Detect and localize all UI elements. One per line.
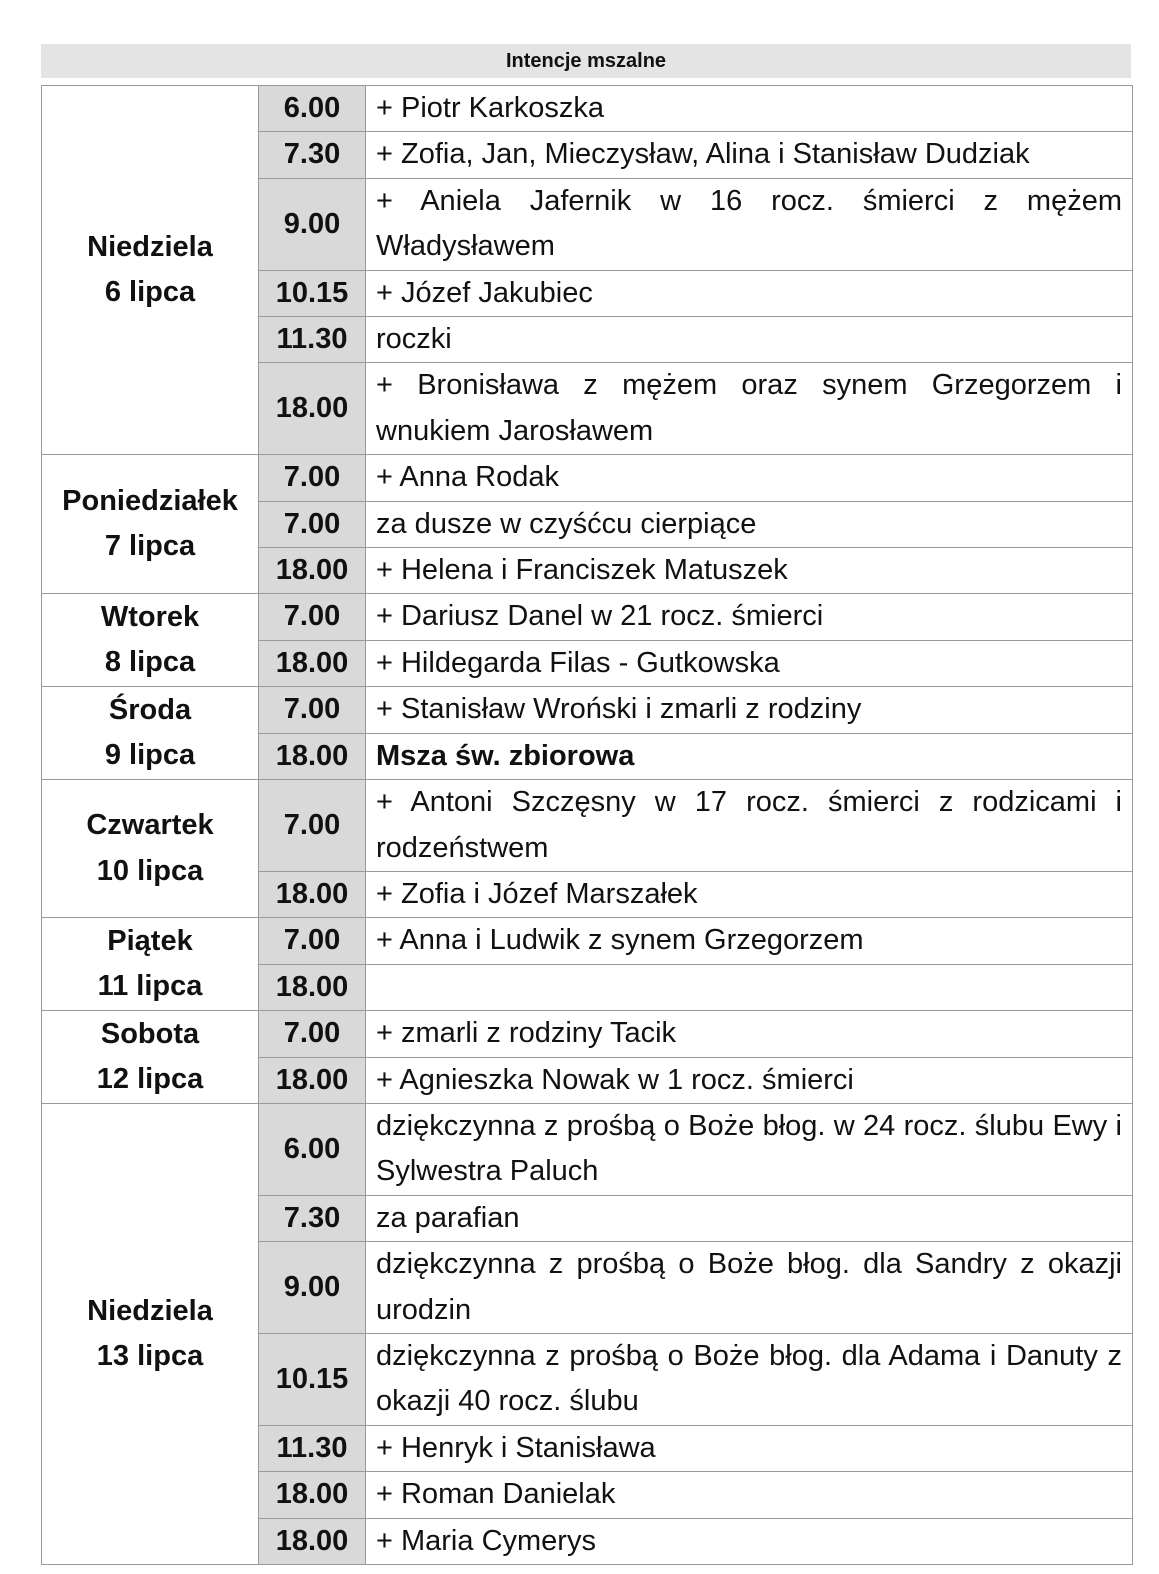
mass-time: 6.00 — [259, 1103, 366, 1195]
mass-intention: dziękczynna z prośbą o Boże błog. w 24 rocz. ślubu Ewy i Sylwestra Paluch — [366, 1103, 1133, 1195]
day-date: 12 lipca — [96, 1063, 204, 1096]
mass-intention: + Piotr Karkoszka — [366, 86, 1133, 132]
mass-intention: + Maria Cymerys — [366, 1518, 1133, 1564]
mass-time: 7.00 — [259, 918, 366, 964]
day-cell — [42, 1011, 259, 1104]
mass-row — [42, 455, 1133, 501]
schedule-body — [42, 86, 1133, 1565]
mass-time: 18.00 — [259, 363, 366, 455]
mass-intention: + Henryk i Stanisława — [366, 1425, 1133, 1471]
mass-intention: + Zofia, Jan, Mieczysław, Alina i Stanisław Dudziak — [366, 132, 1133, 178]
mass-intention: + Anna i Ludwik z synem Grzegorzem — [366, 918, 1133, 964]
day-name: Piątek — [107, 924, 193, 957]
day-cell — [42, 455, 259, 594]
day-cell — [42, 780, 259, 918]
mass-intention: + Józef Jakubiec — [366, 270, 1133, 316]
schedule-title: Intencje mszalne — [41, 44, 1131, 78]
mass-time: 18.00 — [259, 1472, 366, 1518]
mass-time: 11.30 — [259, 1425, 366, 1471]
day-date: 8 lipca — [104, 646, 196, 679]
day-name: Środa — [108, 693, 192, 726]
mass-time: 11.30 — [259, 317, 366, 363]
mass-intention: + Roman Danielak — [366, 1472, 1133, 1518]
day-date: 6 lipca — [104, 276, 196, 309]
day-cell — [42, 1103, 259, 1564]
day-date: 10 lipca — [96, 854, 204, 887]
mass-time: 18.00 — [259, 733, 366, 779]
mass-row — [42, 687, 1133, 733]
mass-time: 9.00 — [259, 1242, 366, 1334]
mass-time: 18.00 — [259, 964, 366, 1010]
mass-intention: + Anna Rodak — [366, 455, 1133, 501]
mass-intention: za dusze w czyśćcu cierpiące — [366, 501, 1133, 547]
day-name: Poniedziałek — [62, 484, 238, 517]
mass-row — [42, 780, 1133, 872]
mass-intention: + Dariusz Danel w 21 rocz. śmierci — [366, 594, 1133, 640]
mass-time: 18.00 — [259, 1057, 366, 1103]
mass-row — [42, 1103, 1133, 1195]
day-date: 13 lipca — [96, 1339, 204, 1372]
mass-time: 10.15 — [259, 1333, 366, 1425]
mass-row — [42, 1011, 1133, 1057]
mass-intention — [366, 964, 1133, 1010]
day-name: Sobota — [100, 1017, 200, 1050]
mass-time: 7.00 — [259, 501, 366, 547]
day-name: Niedziela — [87, 230, 213, 263]
day-cell — [42, 687, 259, 780]
mass-intention: + zmarli z rodziny Tacik — [366, 1011, 1133, 1057]
day-cell — [42, 86, 259, 455]
mass-intention: roczki — [366, 317, 1133, 363]
day-name: Czwartek — [86, 809, 214, 842]
mass-time: 6.00 — [259, 86, 366, 132]
mass-row — [42, 86, 1133, 132]
mass-time: 7.30 — [259, 132, 366, 178]
mass-row — [42, 594, 1133, 640]
mass-intention: + Antoni Szczęsny w 17 rocz. śmierci z rodzicami i rodzeństwem — [366, 780, 1133, 872]
mass-time: 18.00 — [259, 871, 366, 917]
mass-time: 18.00 — [259, 548, 366, 594]
mass-intention: + Aniela Jafernik w 16 rocz. śmierci z mężem Władysławem — [366, 178, 1133, 270]
mass-row — [42, 918, 1133, 964]
mass-time: 7.00 — [259, 594, 366, 640]
mass-intention: + Hildegarda Filas - Gutkowska — [366, 640, 1133, 686]
mass-intention: + Zofia i Józef Marszałek — [366, 871, 1133, 917]
mass-time: 7.30 — [259, 1195, 366, 1241]
mass-time: 9.00 — [259, 178, 366, 270]
day-date: 9 lipca — [104, 739, 196, 772]
day-name: Wtorek — [100, 600, 200, 633]
day-date: 11 lipca — [97, 970, 203, 1003]
mass-intention: + Helena i Franciszek Matuszek — [366, 548, 1133, 594]
mass-intention: + Stanisław Wroński i zmarli z rodziny — [366, 687, 1133, 733]
day-cell — [42, 594, 259, 687]
mass-time: 7.00 — [259, 1011, 366, 1057]
mass-intention: dziękczynna z prośbą o Boże błog. dla Adama i Danuty z okazji 40 rocz. ślubu — [366, 1333, 1133, 1425]
mass-time: 18.00 — [259, 1518, 366, 1564]
day-date: 7 lipca — [104, 530, 196, 563]
mass-time: 7.00 — [259, 780, 366, 872]
mass-time: 10.15 — [259, 270, 366, 316]
mass-intention: dziękczynna z prośbą o Boże błog. dla Sandry z okazji urodzin — [366, 1242, 1133, 1334]
mass-intention: za parafian — [366, 1195, 1133, 1241]
day-name: Niedziela — [87, 1294, 213, 1327]
mass-intention: + Agnieszka Nowak w 1 rocz. śmierci — [366, 1057, 1133, 1103]
day-cell — [42, 918, 259, 1011]
mass-time: 7.00 — [259, 455, 366, 501]
mass-time: 18.00 — [259, 640, 366, 686]
mass-time: 7.00 — [259, 687, 366, 733]
mass-intentions-table — [41, 85, 1133, 1565]
mass-intention: Msza św. zbiorowa — [366, 733, 1133, 779]
mass-intention: + Bronisława z mężem oraz synem Grzegorzem i wnukiem Jarosławem — [366, 363, 1133, 455]
